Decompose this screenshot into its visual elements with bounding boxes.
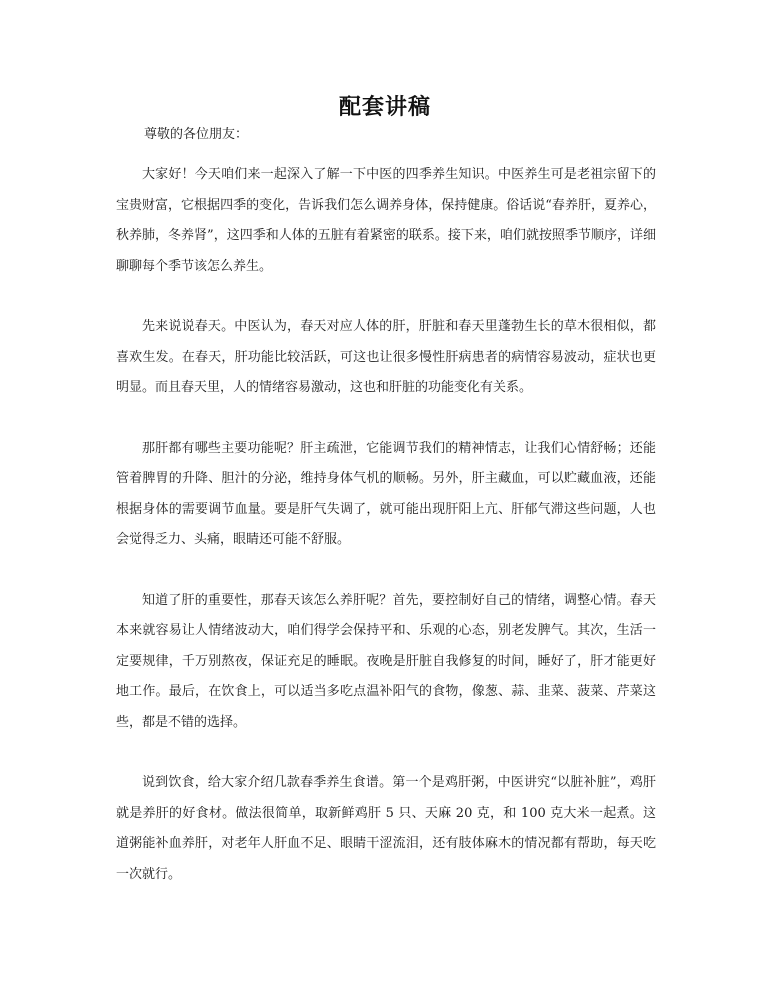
paragraph-spring-intro: 先来说说春天。中医认为，春天对应人体的肝，肝脏和春天里蓬勃生长的草木很相似，都喜欢生发。在春天，肝功能比较活跃，可这也让很多慢性肝病患者的病情容易波动，症状也更明显。而且春天里，人的情绪容易激动，这也和肝脏的功能变化有关系。 bbox=[116, 319, 656, 395]
salutation: 尊敬的各位朋友： bbox=[144, 127, 249, 142]
paragraph-spring-recipes: 说到饮食，给大家介绍几款春季养生食谱。第一个是鸡肝粥，中医讲究“以脏补脏”，鸡肝就是养肝的好食材。做法很简单，取新鲜鸡肝 5 只、天麻 20 克，和 100 克大米一起煮。这道粥能补血养肝，对老年人肝血不足、眼睛干涩流泪，还有肢体麻木的情况都有帮助，每天吃一次就行。 bbox=[116, 775, 656, 882]
paragraph-spring-liver-care: 知道了肝的重要性，那春天该怎么养肝呢？首先，要控制好自己的情绪，调整心情。春天本来就容易让人情绪波动大，咱们得学会保持平和、乐观的心态，别老发脾气。其次，生活一定要规律，千万别熬夜，保证充足的睡眠。夜晚是肝脏自我修复的时间，睡好了，肝才能更好地工作。最后，在饮食上，可以适当多吃点温补阳气的食物，像葱、蒜、韭菜、菠菜、芹菜这些，都是不错的选择。 bbox=[116, 592, 656, 730]
paragraph-greeting: 大家好！今天咱们来一起深入了解一下中医的四季养生知识。中医养生可是老祖宗留下的宝贵财富，它根据四季的变化，告诉我们怎么调养身体，保持健康。俗话说“春养肝，夏养心，秋养肺，冬养肾”，这四季和人体的五脏有着紧密的联系。接下来，咱们就按照季节顺序，详细聊聊每个季节该怎么养生。 bbox=[116, 167, 656, 274]
paragraph-liver-functions: 那肝都有哪些主要功能呢？肝主疏泄，它能调节我们的精神情志，让我们心情舒畅；还能管着脾胃的升降、胆汁的分泌，维持身体气机的顺畅。另外，肝主藏血，可以贮藏血液，还能根据身体的需要调节血量。要是肝气失调了，就可能出现肝阳上亢、肝郁气滞这些问题，人也会觉得乏力、头痛，眼睛还可能不舒服。 bbox=[116, 440, 656, 547]
document-body bbox=[116, 160, 656, 920]
document-title: 配套讲稿 bbox=[338, 94, 431, 120]
